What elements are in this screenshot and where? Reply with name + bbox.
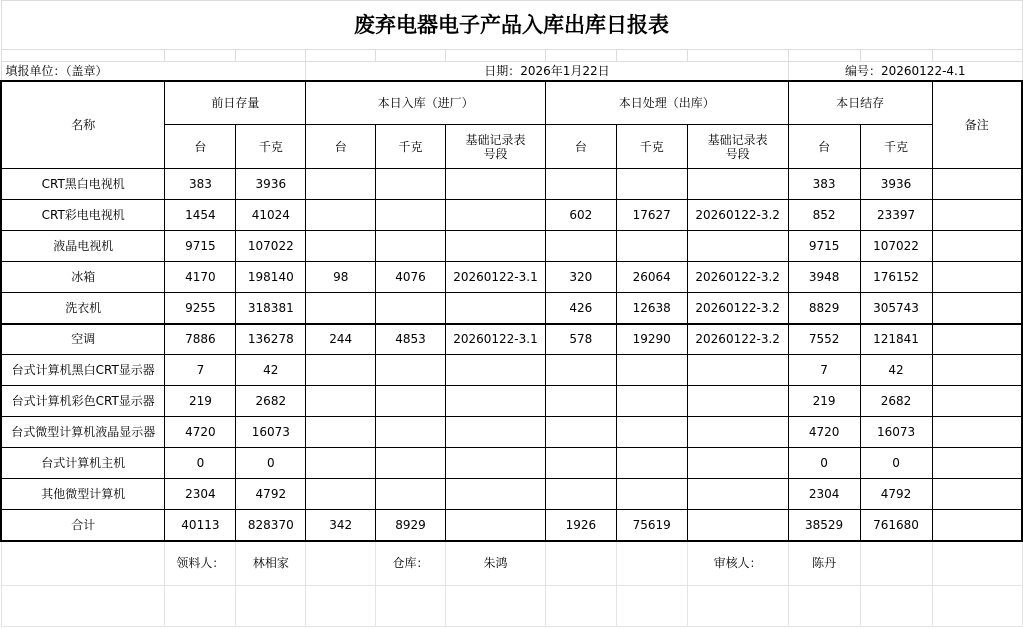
cell-in-kg <box>376 448 446 479</box>
cell-close-tai: 852 <box>788 200 860 231</box>
cell-prev-tai: 7 <box>165 355 236 386</box>
cell-prev-tai: 9715 <box>165 231 236 262</box>
cell-close-kg: 2682 <box>860 386 932 417</box>
cell-out-tai <box>545 169 616 200</box>
cell-close-kg: 16073 <box>860 417 932 448</box>
header-close-tai: 台 <box>788 125 860 169</box>
header-remark: 备注 <box>932 81 1022 169</box>
cell-prev-tai: 4720 <box>165 417 236 448</box>
header-in-tai: 台 <box>306 125 376 169</box>
header-out-kg: 千克 <box>616 125 687 169</box>
cell-in-tai <box>306 386 376 417</box>
row-name: 台式微型计算机液晶显示器 <box>1 417 165 448</box>
report-title: 废弃电器电子产品入库出库日报表 <box>1 1 1022 50</box>
cell-in-record: 20260122-3.1 <box>446 262 546 293</box>
table-row <box>1 262 1022 293</box>
cell-out-record <box>687 169 788 200</box>
cell-in-record <box>446 169 546 200</box>
header-inbound: 本日入库（进厂） <box>306 81 546 125</box>
cell-prev-tai: 0 <box>165 448 236 479</box>
cell-in-record: 20260122-3.1 <box>446 324 546 355</box>
cell-out-kg: 19290 <box>616 324 687 355</box>
cell-in-tai: 342 <box>306 510 376 541</box>
cell-out-record: 20260122-3.2 <box>687 324 788 355</box>
cell-out-kg: 75619 <box>616 510 687 541</box>
cell-in-tai <box>306 200 376 231</box>
cell-in-kg <box>376 231 446 262</box>
reviewer-name: 陈丹 <box>788 541 860 586</box>
header-in-kg: 千克 <box>376 125 446 169</box>
cell-close-tai: 8829 <box>788 293 860 324</box>
row-name: 台式计算机黑白CRT显示器 <box>1 355 165 386</box>
cell-close-kg: 121841 <box>860 324 932 355</box>
cell-out-kg <box>616 355 687 386</box>
cell-in-record <box>446 200 546 231</box>
cell-remark <box>932 293 1022 324</box>
row-name: 空调 <box>1 324 165 355</box>
cell-in-tai <box>306 293 376 324</box>
cell-close-kg: 23397 <box>860 200 932 231</box>
cell-out-kg <box>616 417 687 448</box>
cell-out-tai: 602 <box>545 200 616 231</box>
cell-out-tai <box>545 448 616 479</box>
cell-in-kg <box>376 386 446 417</box>
cell-out-kg <box>616 448 687 479</box>
total-row <box>1 510 1022 541</box>
cell-close-tai: 219 <box>788 386 860 417</box>
warehouse-label: 仓库： <box>376 541 446 586</box>
cell-prev-tai: 2304 <box>165 479 236 510</box>
cell-prev-tai: 9255 <box>165 293 236 324</box>
warehouse-name: 朱鸿 <box>446 541 546 586</box>
cell-close-kg: 42 <box>860 355 932 386</box>
cell-out-record: 20260122-3.2 <box>687 200 788 231</box>
cell-out-tai: 320 <box>545 262 616 293</box>
row-name: 合计 <box>1 510 165 541</box>
table-row <box>1 386 1022 417</box>
cell-prev-kg: 4792 <box>236 479 306 510</box>
cell-remark <box>932 200 1022 231</box>
row-name: 其他微型计算机 <box>1 479 165 510</box>
cell-remark <box>932 510 1022 541</box>
cell-out-record <box>687 386 788 417</box>
cell-out-record <box>687 417 788 448</box>
cell-prev-kg: 42 <box>236 355 306 386</box>
cell-out-record <box>687 448 788 479</box>
cell-close-tai: 38529 <box>788 510 860 541</box>
row-name: 洗衣机 <box>1 293 165 324</box>
cell-prev-tai: 4170 <box>165 262 236 293</box>
cell-prev-kg: 41024 <box>236 200 306 231</box>
reviewer-label: 审核人： <box>687 541 788 586</box>
cell-prev-kg: 136278 <box>236 324 306 355</box>
table-row <box>1 293 1022 324</box>
report-number: 编号：20260122-4.1 <box>788 62 1022 81</box>
report-date: 日期：2026年1月22日 <box>306 62 788 81</box>
cell-close-tai: 3948 <box>788 262 860 293</box>
cell-out-kg <box>616 231 687 262</box>
cell-prev-tai: 383 <box>165 169 236 200</box>
cell-close-tai: 9715 <box>788 231 860 262</box>
cell-close-tai: 0 <box>788 448 860 479</box>
header-in-record: 基础记录表 号段 <box>446 125 546 169</box>
cell-close-tai: 383 <box>788 169 860 200</box>
cell-close-kg: 4792 <box>860 479 932 510</box>
header-closing: 本日结存 <box>788 81 932 125</box>
cell-out-record: 20260122-3.2 <box>687 262 788 293</box>
cell-out-tai <box>545 231 616 262</box>
table-row <box>1 324 1022 355</box>
header-close-kg: 千克 <box>860 125 932 169</box>
cell-close-kg: 107022 <box>860 231 932 262</box>
cell-out-tai: 426 <box>545 293 616 324</box>
cell-in-tai: 98 <box>306 262 376 293</box>
cell-close-kg: 305743 <box>860 293 932 324</box>
cell-in-tai <box>306 355 376 386</box>
cell-remark <box>932 324 1022 355</box>
cell-close-kg: 0 <box>860 448 932 479</box>
header-prev-kg: 千克 <box>236 125 306 169</box>
cell-out-kg: 12638 <box>616 293 687 324</box>
cell-in-kg <box>376 200 446 231</box>
cell-out-kg: 17627 <box>616 200 687 231</box>
cell-prev-kg: 0 <box>236 448 306 479</box>
cell-in-record <box>446 231 546 262</box>
cell-remark <box>932 386 1022 417</box>
cell-remark <box>932 262 1022 293</box>
cell-in-kg <box>376 417 446 448</box>
cell-in-kg: 8929 <box>376 510 446 541</box>
cell-prev-kg: 16073 <box>236 417 306 448</box>
header-out-record: 基础记录表 号段 <box>687 125 788 169</box>
cell-prev-tai: 219 <box>165 386 236 417</box>
cell-prev-kg: 198140 <box>236 262 306 293</box>
table-row <box>1 448 1022 479</box>
cell-prev-kg: 3936 <box>236 169 306 200</box>
cell-prev-tai: 7886 <box>165 324 236 355</box>
table-row <box>1 479 1022 510</box>
row-name: 台式计算机彩色CRT显示器 <box>1 386 165 417</box>
reporting-unit: 填报单位：（盖章） <box>1 62 306 81</box>
row-name: CRT黑白电视机 <box>1 169 165 200</box>
cell-in-tai <box>306 479 376 510</box>
cell-out-tai: 578 <box>545 324 616 355</box>
cell-in-tai <box>306 417 376 448</box>
cell-close-kg: 3936 <box>860 169 932 200</box>
receiver-name: 林相家 <box>236 541 306 586</box>
header-name: 名称 <box>1 81 165 169</box>
cell-in-record <box>446 355 546 386</box>
cell-remark <box>932 448 1022 479</box>
cell-remark <box>932 355 1022 386</box>
cell-prev-tai: 1454 <box>165 200 236 231</box>
cell-in-kg: 4076 <box>376 262 446 293</box>
cell-in-tai <box>306 448 376 479</box>
cell-out-tai <box>545 355 616 386</box>
cell-prev-tai: 40113 <box>165 510 236 541</box>
cell-out-record: 20260122-3.2 <box>687 293 788 324</box>
cell-out-record <box>687 231 788 262</box>
cell-in-kg: 4853 <box>376 324 446 355</box>
cell-in-record <box>446 479 546 510</box>
cell-in-record <box>446 293 546 324</box>
header-out-tai: 台 <box>545 125 616 169</box>
cell-out-record <box>687 479 788 510</box>
cell-remark <box>932 417 1022 448</box>
cell-prev-kg: 828370 <box>236 510 306 541</box>
table-row <box>1 231 1022 262</box>
cell-close-tai: 2304 <box>788 479 860 510</box>
cell-in-record <box>446 417 546 448</box>
row-name: 液晶电视机 <box>1 231 165 262</box>
cell-close-kg: 176152 <box>860 262 932 293</box>
cell-in-kg <box>376 169 446 200</box>
cell-close-tai: 4720 <box>788 417 860 448</box>
cell-prev-kg: 2682 <box>236 386 306 417</box>
table-row <box>1 355 1022 386</box>
table-row <box>1 417 1022 448</box>
cell-out-tai <box>545 417 616 448</box>
cell-remark <box>932 169 1022 200</box>
cell-prev-kg: 318381 <box>236 293 306 324</box>
cell-in-kg <box>376 479 446 510</box>
cell-in-record <box>446 448 546 479</box>
cell-close-kg: 761680 <box>860 510 932 541</box>
cell-remark <box>932 231 1022 262</box>
cell-in-tai <box>306 169 376 200</box>
cell-out-kg: 26064 <box>616 262 687 293</box>
row-name: CRT彩电电视机 <box>1 200 165 231</box>
cell-close-tai: 7552 <box>788 324 860 355</box>
table-row <box>1 200 1022 231</box>
cell-prev-kg: 107022 <box>236 231 306 262</box>
receiver-label: 领料人： <box>165 541 236 586</box>
cell-in-kg <box>376 293 446 324</box>
cell-out-record <box>687 355 788 386</box>
cell-out-kg <box>616 479 687 510</box>
row-name: 台式计算机主机 <box>1 448 165 479</box>
cell-out-kg <box>616 169 687 200</box>
row-name: 冰箱 <box>1 262 165 293</box>
cell-out-tai <box>545 386 616 417</box>
cell-in-record <box>446 510 546 541</box>
header-prev-stock: 前日存量 <box>165 81 306 125</box>
cell-out-kg <box>616 386 687 417</box>
cell-in-tai <box>306 231 376 262</box>
table-row <box>1 169 1022 200</box>
cell-remark <box>932 479 1022 510</box>
cell-in-tai: 244 <box>306 324 376 355</box>
cell-close-tai: 7 <box>788 355 860 386</box>
cell-out-tai <box>545 479 616 510</box>
header-prev-tai: 台 <box>165 125 236 169</box>
cell-in-record <box>446 386 546 417</box>
cell-in-kg <box>376 355 446 386</box>
cell-out-record <box>687 510 788 541</box>
cell-out-tai: 1926 <box>545 510 616 541</box>
header-processed: 本日处理（出库） <box>545 81 788 125</box>
